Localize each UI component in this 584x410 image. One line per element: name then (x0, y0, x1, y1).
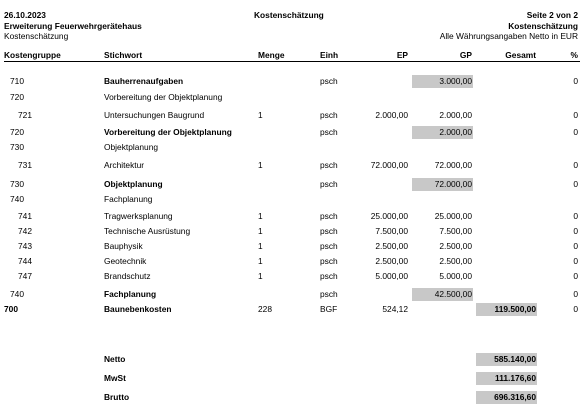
row-unit: BGF (320, 304, 338, 314)
row-pct: 0 (573, 226, 578, 236)
row-group: 710 (10, 76, 24, 86)
row-unit: psch (320, 76, 338, 86)
row-qty: 1 (258, 241, 263, 251)
row-keyword: Fachplanung (104, 194, 153, 204)
row-keyword: Objektplanung (104, 179, 163, 189)
summary-value: 111.176,60 (495, 373, 536, 383)
row-total: 119.500,00 (494, 304, 536, 314)
header-rule (4, 61, 580, 62)
row-gp: 2.500,00 (439, 241, 472, 251)
row-pct: 0 (573, 76, 578, 86)
right-title: Kostenschätzung (508, 21, 578, 31)
col-header-unit: Einh (320, 50, 339, 60)
row-pct: 0 (573, 110, 578, 120)
summary-label: MwSt (104, 373, 126, 383)
row-keyword: Bauphysik (104, 241, 143, 251)
row-group: 741 (18, 211, 32, 221)
row-pct: 0 (573, 241, 578, 251)
col-header-qty: Menge (258, 50, 285, 60)
row-gp: 42.500,00 (434, 289, 472, 299)
row-unit: psch (320, 256, 338, 266)
row-group: 740 (10, 194, 24, 204)
summary-label: Netto (104, 354, 126, 364)
row-unit: psch (320, 127, 338, 137)
row-ep: 524,12 (382, 304, 408, 314)
row-unit: psch (320, 160, 338, 170)
row-pct: 0 (573, 211, 578, 221)
row-ep: 5.000,00 (375, 271, 408, 281)
project-name: Erweiterung Feuerwehrgerätehaus (4, 21, 142, 31)
row-keyword: Vorbereitung der Objektplanung (104, 127, 232, 137)
row-pct: 0 (573, 289, 578, 299)
row-ep: 2.500,00 (375, 256, 408, 266)
row-group: 744 (18, 256, 32, 266)
row-group: 740 (10, 289, 24, 299)
row-group: 730 (10, 142, 24, 152)
row-pct: 0 (573, 179, 578, 189)
row-ep: 7.500,00 (375, 226, 408, 236)
row-gp: 7.500,00 (439, 226, 472, 236)
document-title: Kostenschätzung (254, 10, 324, 20)
row-ep: 2.500,00 (375, 241, 408, 251)
row-keyword: Objektplanung (104, 142, 159, 152)
row-group: 731 (18, 160, 32, 170)
summary-label: Brutto (104, 392, 130, 402)
row-group: 721 (18, 110, 32, 120)
row-unit: psch (320, 110, 338, 120)
row-keyword: Technische Ausrüstung (104, 226, 191, 236)
row-qty: 1 (258, 226, 263, 236)
row-unit: psch (320, 241, 338, 251)
row-unit: psch (320, 271, 338, 281)
col-header-keyword: Stichwort (104, 50, 143, 60)
col-header-group: Kostengruppe (4, 50, 61, 60)
row-keyword: Vorbereitung der Objektplanung (104, 92, 223, 102)
row-group: 700 (4, 304, 18, 314)
row-ep: 25.000,00 (370, 211, 408, 221)
row-group: 720 (10, 127, 24, 137)
row-ep: 72.000,00 (370, 160, 408, 170)
row-ep: 2.000,00 (375, 110, 408, 120)
row-pct: 0 (573, 127, 578, 137)
row-gp: 72.000,00 (434, 179, 472, 189)
row-gp: 5.000,00 (439, 271, 472, 281)
row-keyword: Geotechnik (104, 256, 147, 266)
row-group: 747 (18, 271, 32, 281)
row-gp: 72.000,00 (434, 160, 472, 170)
row-qty: 1 (258, 211, 263, 221)
row-pct: 0 (573, 256, 578, 266)
summary-value: 585.140,00 (494, 354, 536, 364)
row-pct: 0 (573, 304, 578, 314)
row-gp: 2.000,00 (439, 127, 472, 137)
summary-value: 696.316,60 (494, 392, 536, 402)
row-qty: 1 (258, 256, 263, 266)
row-qty: 1 (258, 110, 263, 120)
document-type: Kostenschätzung (4, 31, 69, 41)
row-keyword: Fachplanung (104, 289, 157, 299)
row-gp: 2.500,00 (439, 256, 472, 266)
row-unit: psch (320, 226, 338, 236)
row-pct: 0 (573, 160, 578, 170)
row-pct: 0 (573, 271, 578, 281)
row-keyword: Untersuchungen Baugrund (104, 110, 205, 120)
row-unit: psch (320, 289, 338, 299)
row-gp: 3.000,00 (439, 76, 472, 86)
row-group: 720 (10, 92, 24, 102)
row-gp: 2.000,00 (439, 110, 472, 120)
print-date: 26.10.2023 (4, 10, 46, 20)
col-header-ep: EP (396, 50, 408, 60)
row-qty: 1 (258, 271, 263, 281)
row-keyword: Baunebenkosten (104, 304, 172, 314)
row-unit: psch (320, 211, 338, 221)
row-keyword: Tragwerksplanung (104, 211, 173, 221)
row-keyword: Brandschutz (104, 271, 151, 281)
row-keyword: Architektur (104, 160, 145, 170)
col-header-total: Gesamt (505, 50, 536, 60)
col-header-gp: GP (459, 50, 472, 60)
page-info: Seite 2 von 2 (526, 10, 578, 20)
row-group: 743 (18, 241, 32, 251)
row-group: 730 (10, 179, 24, 189)
row-keyword: Bauherrenaufgaben (104, 76, 184, 86)
row-qty: 1 (258, 160, 263, 170)
row-gp: 25.000,00 (434, 211, 472, 221)
row-group: 742 (18, 226, 32, 236)
row-unit: psch (320, 179, 338, 189)
row-qty: 228 (258, 304, 272, 314)
col-header-pct: % (570, 50, 578, 60)
currency-note: Alle Währungsangaben Netto in EUR (439, 31, 578, 41)
